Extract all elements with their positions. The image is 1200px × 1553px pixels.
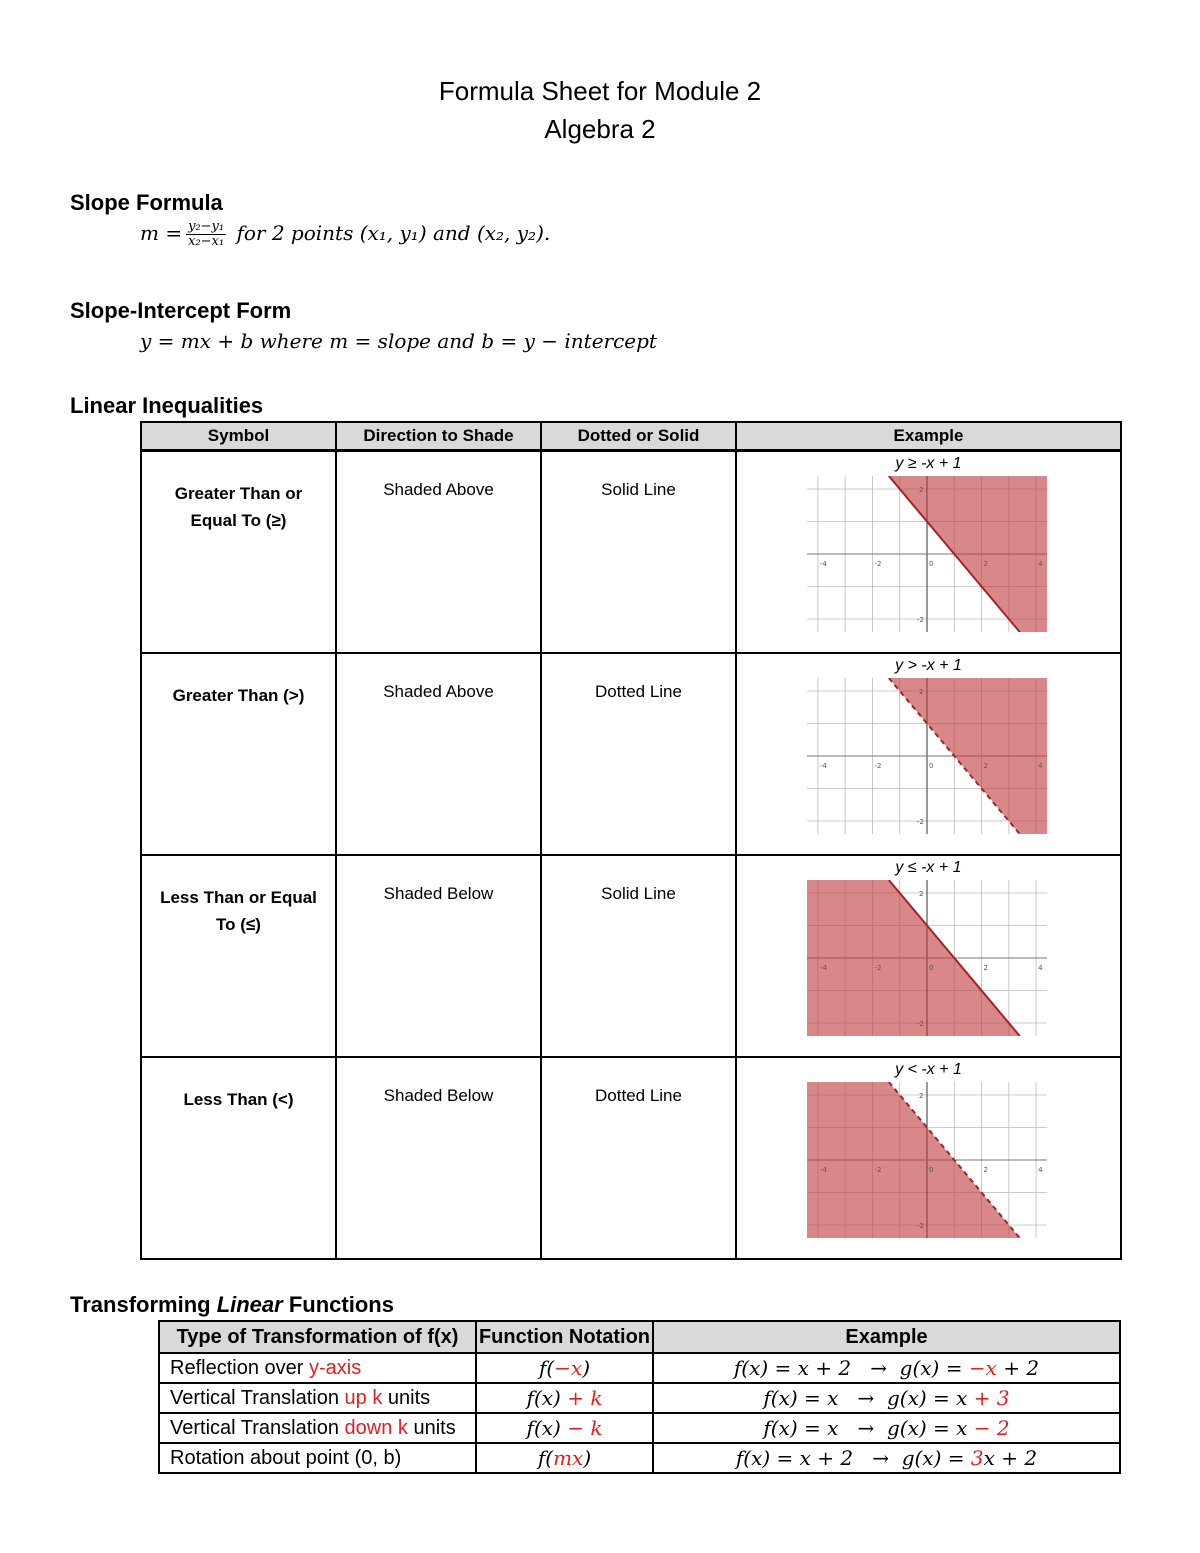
example-formula-cell-text: x + 2	[983, 1446, 1038, 1470]
slope-m-eq: m =	[140, 221, 183, 245]
example-label: y ≤ -x + 1	[895, 859, 962, 876]
example-formula-cell	[653, 1383, 1120, 1413]
symbol-cell	[141, 451, 336, 654]
notation-cell-text: )	[583, 1446, 592, 1470]
example-formula-cell-text: f(x) = x + 2 → g(x) =	[735, 1446, 971, 1470]
example-formula-cell-text: f(x) = x + 2 → g(x) =	[733, 1356, 969, 1380]
slope-formula	[140, 220, 550, 249]
inequality-row	[141, 1057, 1121, 1259]
type-cell	[159, 1383, 476, 1413]
direction-cell-text: Shaded Below	[383, 884, 494, 903]
example-label: y > -x + 1	[895, 657, 962, 674]
slope-numerator: y₂−y₁	[188, 219, 225, 234]
direction-cell-text: Shaded Above	[383, 682, 494, 701]
direction-cell-text: Shaded Below	[383, 1086, 494, 1105]
symbol-cell-text: Less Than or Equal To (≤)	[160, 888, 317, 934]
tick-label: -2	[874, 762, 882, 770]
tick-label: 0	[929, 964, 934, 972]
type-cell-highlight: up k	[344, 1386, 383, 1409]
tick-label: 4	[1038, 560, 1043, 568]
slope-intercept-formula: y = mx + b where m = slope and b = y − intercept	[140, 329, 657, 353]
tick-label: -4	[819, 560, 827, 568]
type-cell-text: units	[382, 1386, 431, 1409]
notation-cell-highlight: mx	[553, 1446, 584, 1470]
tick-label: -2	[917, 818, 924, 826]
tick-label: -2	[917, 1222, 924, 1230]
example-cell	[736, 451, 1121, 654]
type-cell-highlight: y-axis	[308, 1356, 362, 1379]
inequalities-table	[140, 421, 1122, 1260]
col-transform-example: Example	[653, 1321, 1120, 1353]
tick-label: -4	[819, 1166, 827, 1174]
tick-label: -2	[917, 616, 924, 624]
tick-label: 0	[929, 762, 934, 770]
slope-denominator: x₂−x₁	[188, 234, 225, 249]
line-cell	[541, 451, 736, 654]
inequality-graph	[807, 476, 1047, 632]
tick-label: -4	[819, 964, 827, 972]
tick-label: 2	[919, 486, 924, 494]
type-cell-highlight: down k	[344, 1416, 408, 1439]
example-cell	[736, 653, 1121, 855]
type-cell	[159, 1413, 476, 1443]
example-formula-cell	[653, 1413, 1120, 1443]
line-cell	[541, 653, 736, 855]
example-formula-cell-text: f(x) = x → g(x) = x	[763, 1386, 974, 1410]
notation-cell-highlight: −x	[554, 1356, 583, 1380]
transforming-heading-c: Functions	[282, 1292, 394, 1317]
direction-cell-text: Shaded Above	[383, 480, 494, 499]
notation-cell	[476, 1383, 653, 1413]
tick-label: -2	[874, 1166, 882, 1174]
direction-cell	[336, 653, 541, 855]
col-notation: Function Notation	[476, 1321, 653, 1353]
example-formula-cell-highlight: 3	[970, 1446, 984, 1470]
symbol-cell	[141, 1057, 336, 1259]
notation-cell-text: f(	[537, 1446, 554, 1470]
col-type	[159, 1321, 476, 1353]
slope-rest: for 2 points (x₁, y₁) and (x₂, y₂).	[236, 221, 551, 245]
notation-cell-highlight: − k	[567, 1416, 603, 1440]
type-cell-text: Reflection over	[170, 1356, 309, 1379]
transformation-row	[159, 1413, 1120, 1443]
notation-cell-text: f(x)	[526, 1416, 568, 1440]
col-line: Dotted or Solid	[541, 422, 736, 451]
example-formula-cell	[653, 1353, 1120, 1383]
inequality-row	[141, 653, 1121, 855]
tick-label: 2	[919, 688, 924, 696]
example-formula-cell	[653, 1443, 1120, 1473]
symbol-cell	[141, 855, 336, 1057]
col-example: Example	[736, 422, 1121, 451]
line-cell-text: Dotted Line	[595, 1086, 682, 1105]
tick-label: -2	[874, 964, 882, 972]
notation-cell-highlight: + k	[567, 1386, 603, 1410]
tick-label: -2	[917, 1020, 924, 1028]
example-formula-cell-text: f(x) = x → g(x) = x	[763, 1416, 974, 1440]
notation-cell-text: f(	[538, 1356, 555, 1380]
inequality-graph	[807, 880, 1047, 1036]
col-type-label: Type of Transformation of f(x)	[176, 1325, 459, 1348]
type-cell-text: Vertical Translation	[170, 1386, 345, 1409]
tick-label: 0	[929, 1166, 934, 1174]
slope-intercept-heading: Slope-Intercept Form	[70, 298, 292, 323]
transforming-heading	[70, 1292, 394, 1318]
notation-cell	[476, 1443, 653, 1473]
slope-formula-heading: Slope Formula	[70, 190, 223, 215]
example-label: y ≥ -x + 1	[895, 455, 962, 472]
inequality-graph	[807, 678, 1047, 834]
inequalities-header-row	[141, 422, 1121, 451]
transforming-heading-b: Linear	[216, 1292, 283, 1317]
tick-label: -2	[874, 560, 882, 568]
symbol-cell	[141, 653, 336, 855]
direction-cell	[336, 451, 541, 654]
inequality-row	[141, 855, 1121, 1057]
tick-label: 2	[983, 560, 989, 568]
transformation-row	[159, 1383, 1120, 1413]
symbol-cell-text: Greater Than or Equal To (≥)	[174, 484, 303, 530]
col-direction: Direction to Shade	[336, 422, 541, 451]
line-cell	[541, 1057, 736, 1259]
slope-fraction	[186, 220, 226, 249]
page-subtitle: Algebra 2	[544, 114, 656, 144]
tick-label: 4	[1038, 1166, 1043, 1174]
example-formula-cell-highlight: −x	[968, 1356, 997, 1380]
example-formula-cell-highlight: − 2	[973, 1416, 1010, 1440]
notation-cell	[476, 1353, 653, 1383]
tick-label: 0	[929, 560, 934, 568]
transformations-header-row	[159, 1321, 1120, 1353]
type-cell-text: Rotation about point (0, b)	[170, 1446, 402, 1469]
type-cell	[159, 1443, 476, 1473]
transformation-row	[159, 1443, 1120, 1473]
notation-cell-text: f(x)	[526, 1386, 568, 1410]
inequality-graph	[807, 1082, 1047, 1238]
example-cell	[736, 1057, 1121, 1259]
line-cell-text: Solid Line	[601, 884, 676, 903]
symbol-cell-text: Less Than (<)	[183, 1090, 294, 1109]
direction-cell	[336, 1057, 541, 1259]
tick-label: 2	[983, 964, 989, 972]
example-label: y < -x + 1	[895, 1061, 962, 1078]
type-cell-text: Vertical Translation	[170, 1416, 345, 1439]
notation-cell-text: )	[582, 1356, 591, 1380]
line-cell-text: Solid Line	[601, 480, 676, 499]
tick-label: 4	[1038, 762, 1043, 770]
tick-label: 4	[1038, 964, 1043, 972]
type-cell	[159, 1353, 476, 1383]
notation-cell	[476, 1413, 653, 1443]
tick-label: 2	[983, 762, 989, 770]
line-cell-text: Dotted Line	[595, 682, 682, 701]
inequality-row	[141, 451, 1121, 654]
tick-label: 2	[983, 1166, 989, 1174]
example-formula-cell-text: + 2	[996, 1356, 1040, 1380]
tick-label: 2	[919, 890, 924, 898]
transformation-row	[159, 1353, 1120, 1383]
symbol-cell-text: Greater Than (>)	[172, 686, 305, 705]
direction-cell	[336, 855, 541, 1057]
example-cell	[736, 855, 1121, 1057]
tick-label: -4	[819, 762, 827, 770]
type-cell-text: units	[407, 1416, 456, 1439]
tick-label: 2	[919, 1092, 924, 1100]
transforming-heading-a: Transforming	[70, 1292, 217, 1317]
linear-inequalities-heading: Linear Inequalities	[70, 393, 264, 418]
page-title: Formula Sheet for Module 2	[438, 76, 762, 106]
line-cell	[541, 855, 736, 1057]
transformations-table	[158, 1320, 1121, 1474]
example-formula-cell-highlight: + 3	[973, 1386, 1010, 1410]
col-symbol: Symbol	[141, 422, 336, 451]
